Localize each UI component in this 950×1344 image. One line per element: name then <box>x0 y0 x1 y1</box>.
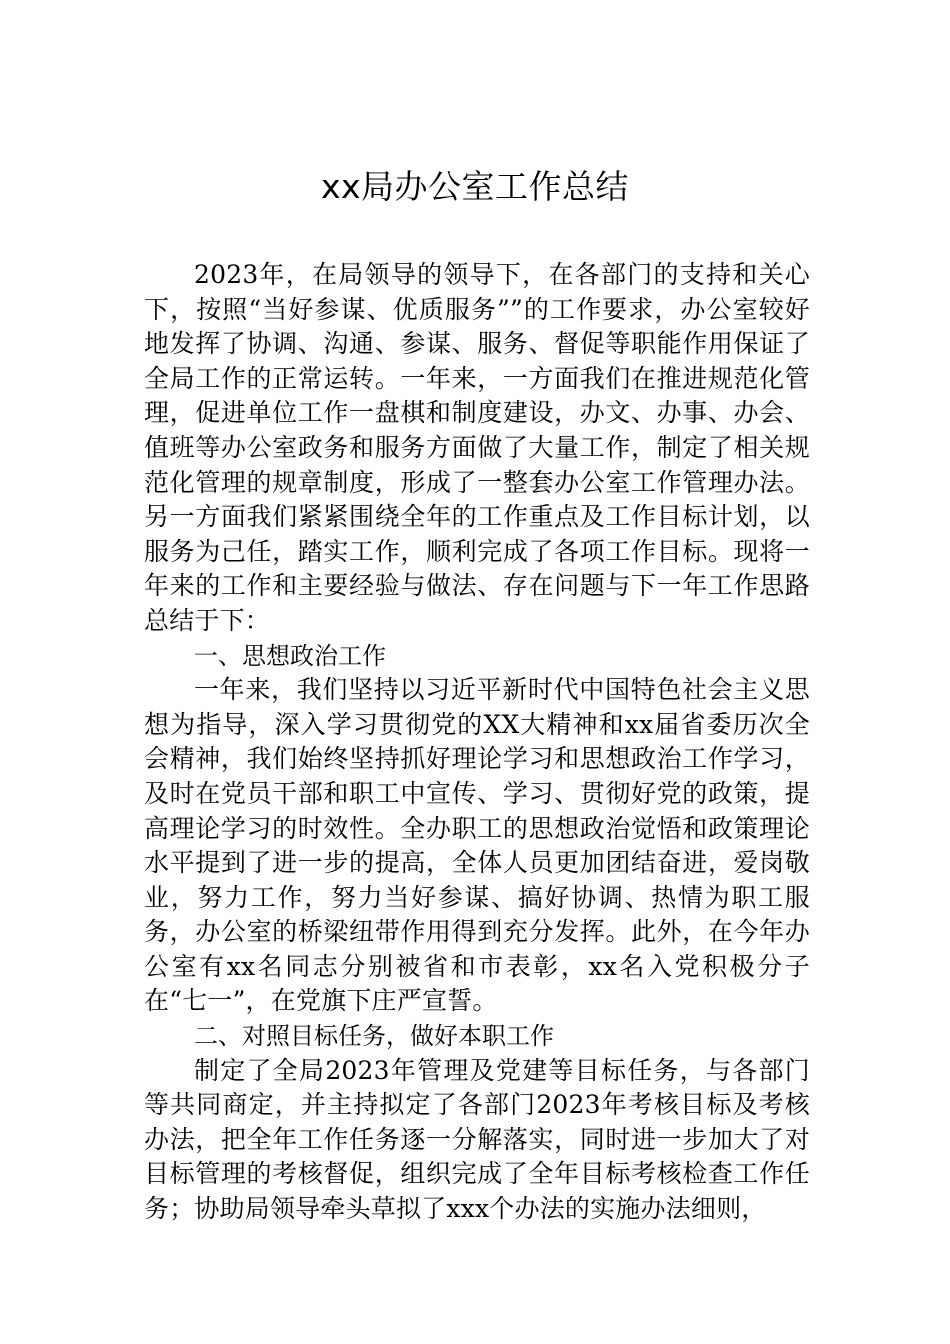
section-heading-1: 一、思想政治工作 <box>194 641 386 670</box>
paragraph-intro: 2023年，在局领导的领导下，在各部门的支持和关心下，按照“当好参谋、优质服务””的工作要求，办公室较好地发挥了协调、沟通、参谋、服务、督促等职能作用保证了全局工作的正常运转。一年来，一方面我们在推进规范化管理，促进单位工作一盘棋和制度建设，办文、办事、办会、值班等办公室政务和服务方面做了大量工作，制定了相关规范化管理的规章制度，形成了一整套办公室工作管理办法。另一方面我们紧紧围绕全年的工作重点及工作目标计划，以服务为己任，踏实工作，顺利完成了各项工作目标。现将一年来的工作和主要经验与做法、存在问题与下一年工作思路总结于下： <box>144 260 810 635</box>
paragraph-political-work: 一年来，我们坚持以习近平新时代中国特色社会主义思想为指导，深入学习贯彻党的XX大精神和xx届省委历次全会精神，我们始终坚持抓好理论学习和思想政治工作学习，及时在党员干部和职工中宣传、学习、贯彻好党的政策，提高理论学习的时效性。全办职工的思想政治觉悟和政策理论水平提到了进一步的提高，全体人员更加团结奋进，爱岗敬业，努力工作，努力当好参谋、搞好协调、热情为职工服务，办公室的桥梁纽带作用得到充分发挥。此外，在今年办公室有xx名同志分别被省和市表彰，xx名入党积极分子在“七一”，在党旗下庄严宣誓。 <box>144 675 810 1016</box>
paragraph-target-tasks: 制定了全局2023年管理及党建等目标任务，与各部门等共同商定，并主持拟定了各部门2023年考核目标及考核办法，把全年工作任务逐一分解落实，同时进一步加大了对目标管理的考核督促，组织完成了全年目标考核检查工作任务；协助局领导牵头草拟了xxx个办法的实施办法细则， <box>144 1055 810 1224</box>
document-title: xx局办公室工作总结 <box>320 167 630 206</box>
section-heading-2: 二、对照目标任务，做好本职工作 <box>194 1022 554 1051</box>
document-body <box>144 258 810 1227</box>
